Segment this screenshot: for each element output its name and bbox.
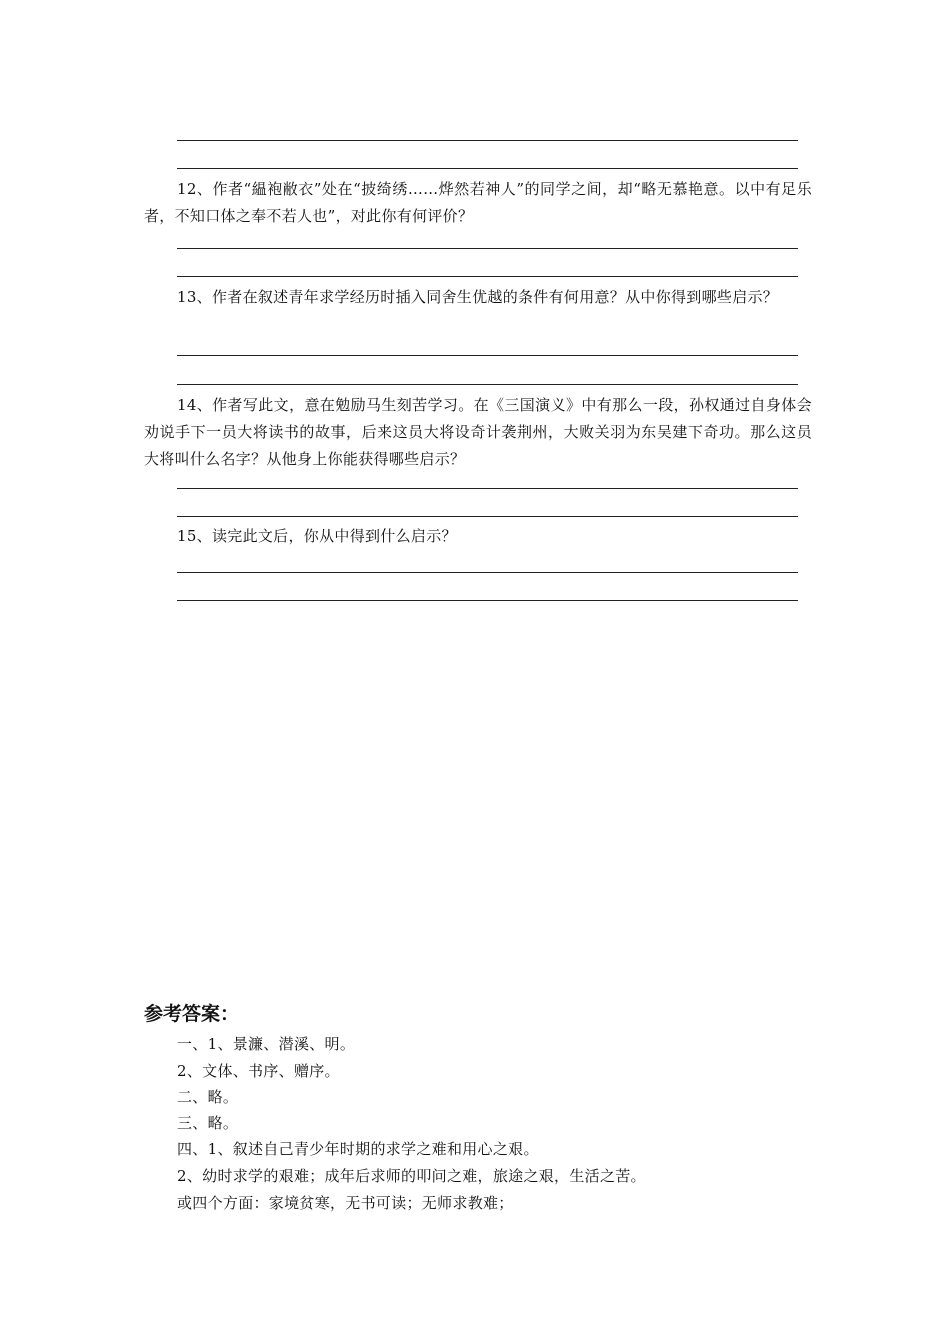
answer-item: 2、文体、书序、赠序。 — [177, 1062, 340, 1080]
question-13: 13、作者在叙述青年求学经历时插入同舍生优越的条件有何用意？从中你得到哪些启示？ — [177, 288, 779, 306]
answer-item: 三、略。 — [177, 1114, 239, 1132]
answer-line — [177, 276, 798, 277]
answer-line — [177, 168, 798, 169]
answer-line — [177, 140, 798, 141]
answer-line — [177, 355, 798, 356]
answer-item: 或四个方面：家境贫寒，无书可读；无师求教难； — [177, 1194, 514, 1212]
answer-line — [177, 488, 798, 489]
question-14: 14、作者写此文，意在勉励马生刻苦学习。在《三国演义》中有那么一段，孙权通过自身体会劝说手下一员大将读书的故事，后来这员大将设奇计袭荆州，大败关羽为东吴建下奇功。那么这员大将叫什么名字？从他身上你能获得哪些启示？ — [144, 396, 812, 468]
answer-line — [177, 572, 798, 573]
answers-title: 参考答案： — [144, 1003, 240, 1025]
answer-item: 2、幼时求学的艰难；成年后求师的叩问之难，旅途之艰，生活之苦。 — [177, 1167, 646, 1185]
answer-line — [177, 600, 798, 601]
answer-item: 一、1、景濂、潜溪、明。 — [177, 1035, 356, 1053]
answer-item: 二、略。 — [177, 1088, 239, 1106]
answer-line — [177, 516, 798, 517]
question-12: 12、作者“緼袍敝衣”处在“披绮绣……烨然若神人”的同学之间，却“略无慕艳意。以中有足乐者，不知口体之奉不若人也”，对此你有何评价？ — [144, 180, 812, 225]
question-15: 15、读完此文后，你从中得到什么启示？ — [177, 527, 457, 545]
answer-item: 四、1、叙述自己青少年时期的求学之难和用心之艰。 — [177, 1140, 539, 1158]
answer-line — [177, 248, 798, 249]
answer-line — [177, 384, 798, 385]
